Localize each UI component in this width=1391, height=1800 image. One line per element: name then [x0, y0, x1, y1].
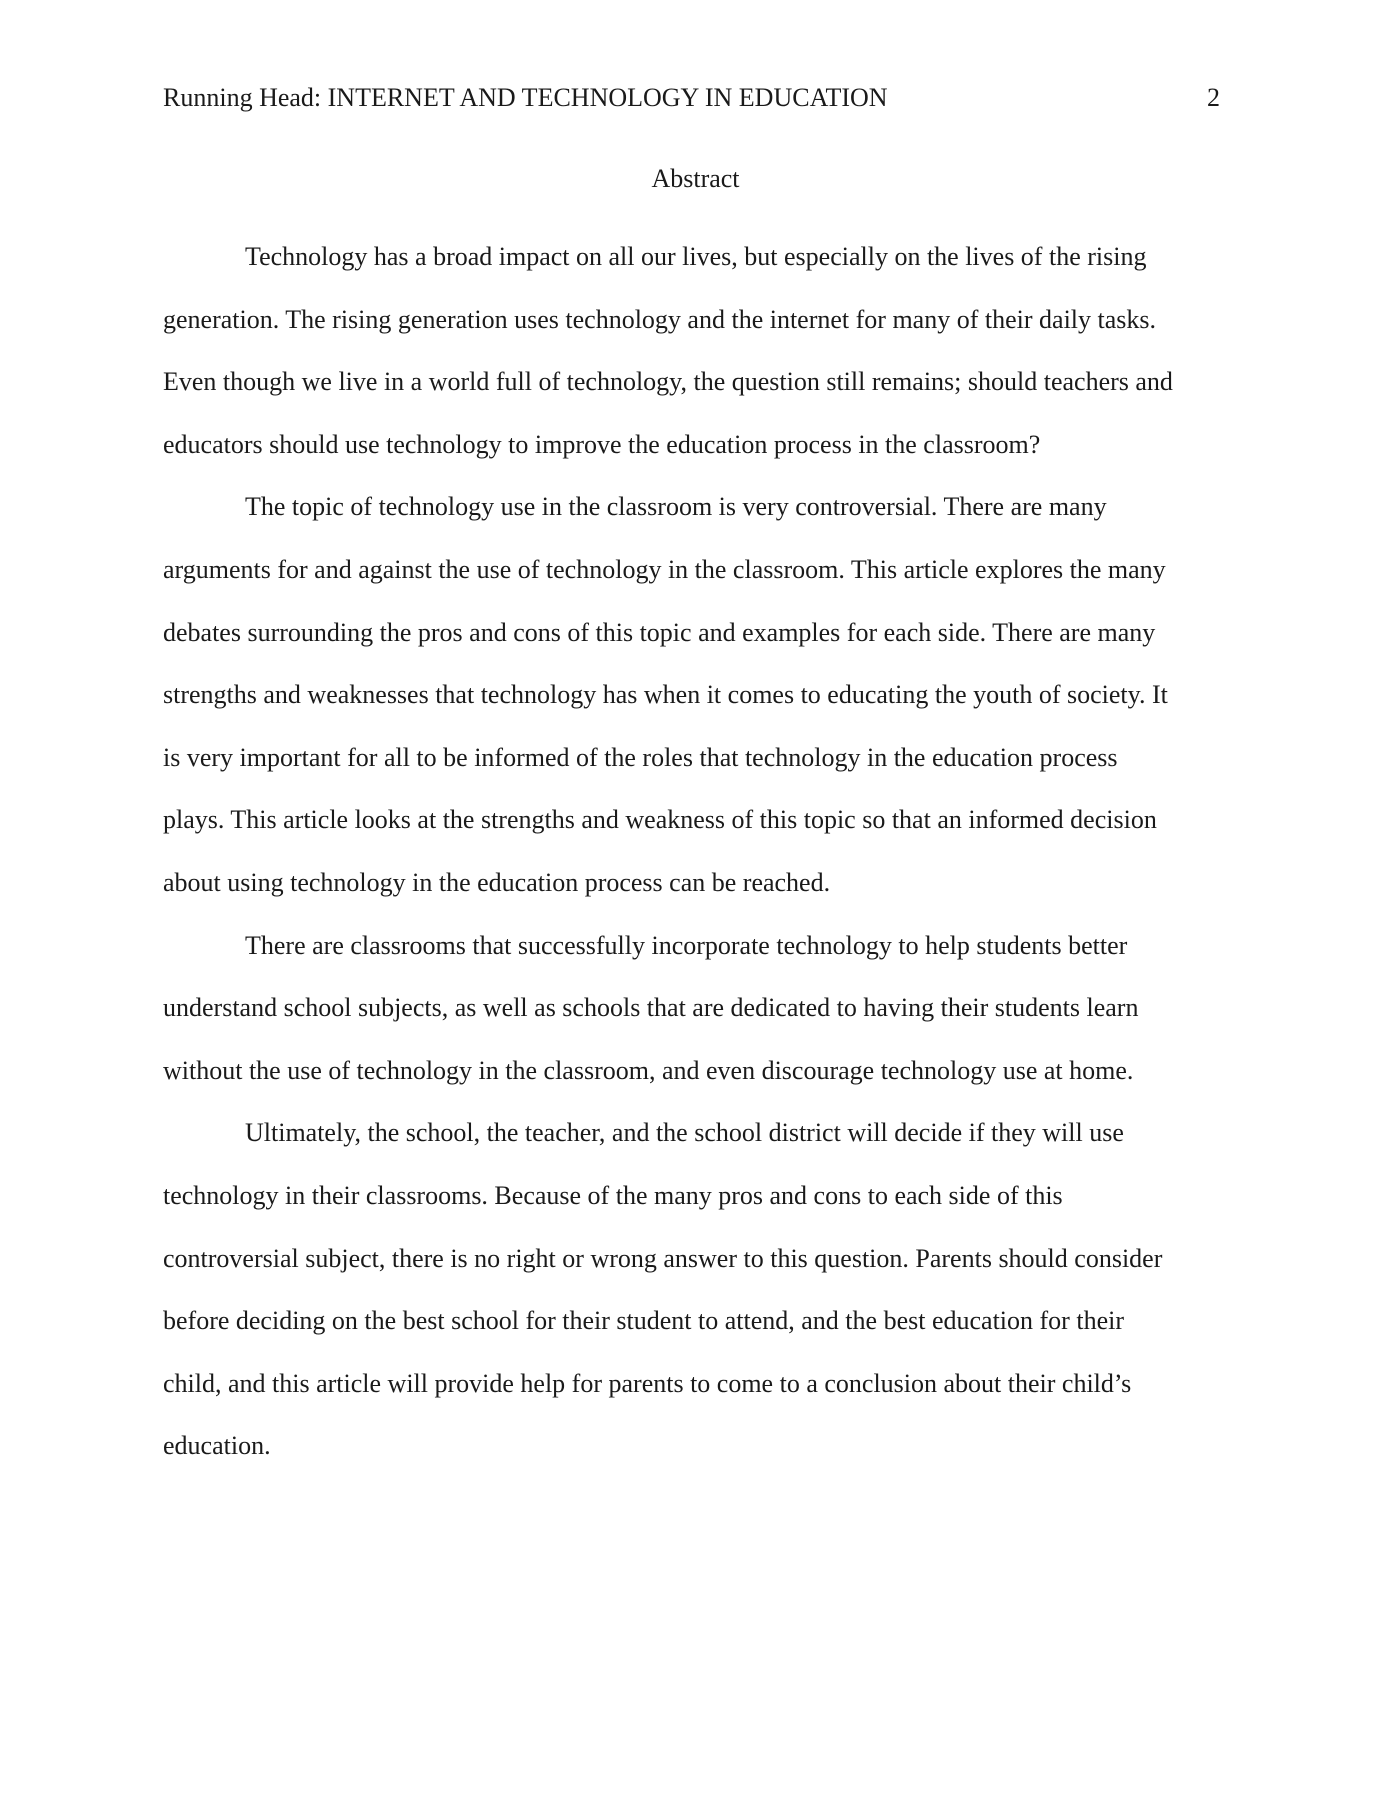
paragraph-line: technology in their classrooms. Because of the many pros and cons to each side of this [163, 1180, 1063, 1210]
paragraph-line: arguments for and against the use of technology in the classroom. This article explores the many [163, 554, 1166, 584]
paragraph-line: before deciding on the best school for their student to attend, and the best education for their [163, 1306, 1124, 1336]
paragraph-line: understand school subjects, as well as schools that are dedicated to having their students learn [163, 993, 1139, 1023]
paragraph-line: without the use of technology in the classroom, and even discourage technology use at home. [163, 1055, 1134, 1085]
abstract-heading: Abstract [651, 164, 740, 193]
paragraph-line: controversial subject, there is no right or wrong answer to this question. Parents should consider [163, 1243, 1163, 1273]
paragraph-line: Ultimately, the school, the teacher, and the school district will decide if they will use [245, 1118, 1124, 1148]
paragraph-line: strengths and weaknesses that technology has when it comes to educating the youth of society. It [163, 680, 1168, 710]
paragraph-line: child, and this article will provide help for parents to come to a conclusion about their child’s [163, 1368, 1132, 1398]
abstract-paragraph [163, 915, 1233, 1103]
paragraph-line: education. [163, 1431, 271, 1461]
paragraph-line: generation. The rising generation uses technology and the internet for many of their daily tasks. [163, 304, 1157, 334]
paragraph-line: plays. This article looks at the strengths and weakness of this topic so that an informed decision [163, 805, 1157, 835]
abstract-paragraph [163, 226, 1233, 476]
paragraph-line: Even though we live in a world full of technology, the question still remains; should teachers and [163, 367, 1173, 397]
abstract-paragraph [163, 476, 1233, 914]
abstract-paragraph [163, 1102, 1233, 1478]
paragraph-line: about using technology in the education process can be reached. [163, 867, 831, 897]
abstract-body [163, 226, 1233, 1478]
paragraph-line: The topic of technology use in the classroom is very controversial. There are many [245, 492, 1107, 522]
page-number: 2 [1207, 83, 1220, 112]
running-head: Running Head: INTERNET AND TECHNOLOGY IN EDUCATION [163, 83, 888, 112]
paragraph-line: There are classrooms that successfully incorporate technology to help students better [245, 930, 1128, 960]
paragraph-line: Technology has a broad impact on all our lives, but especially on the lives of the rising [245, 242, 1147, 271]
paragraph-line: is very important for all to be informed of the roles that technology in the education process [163, 742, 1118, 772]
paragraph-line: debates surrounding the pros and cons of this topic and examples for each side. There are many [163, 617, 1156, 647]
paragraph-line: educators should use technology to improve the education process in the classroom? [163, 429, 1041, 459]
